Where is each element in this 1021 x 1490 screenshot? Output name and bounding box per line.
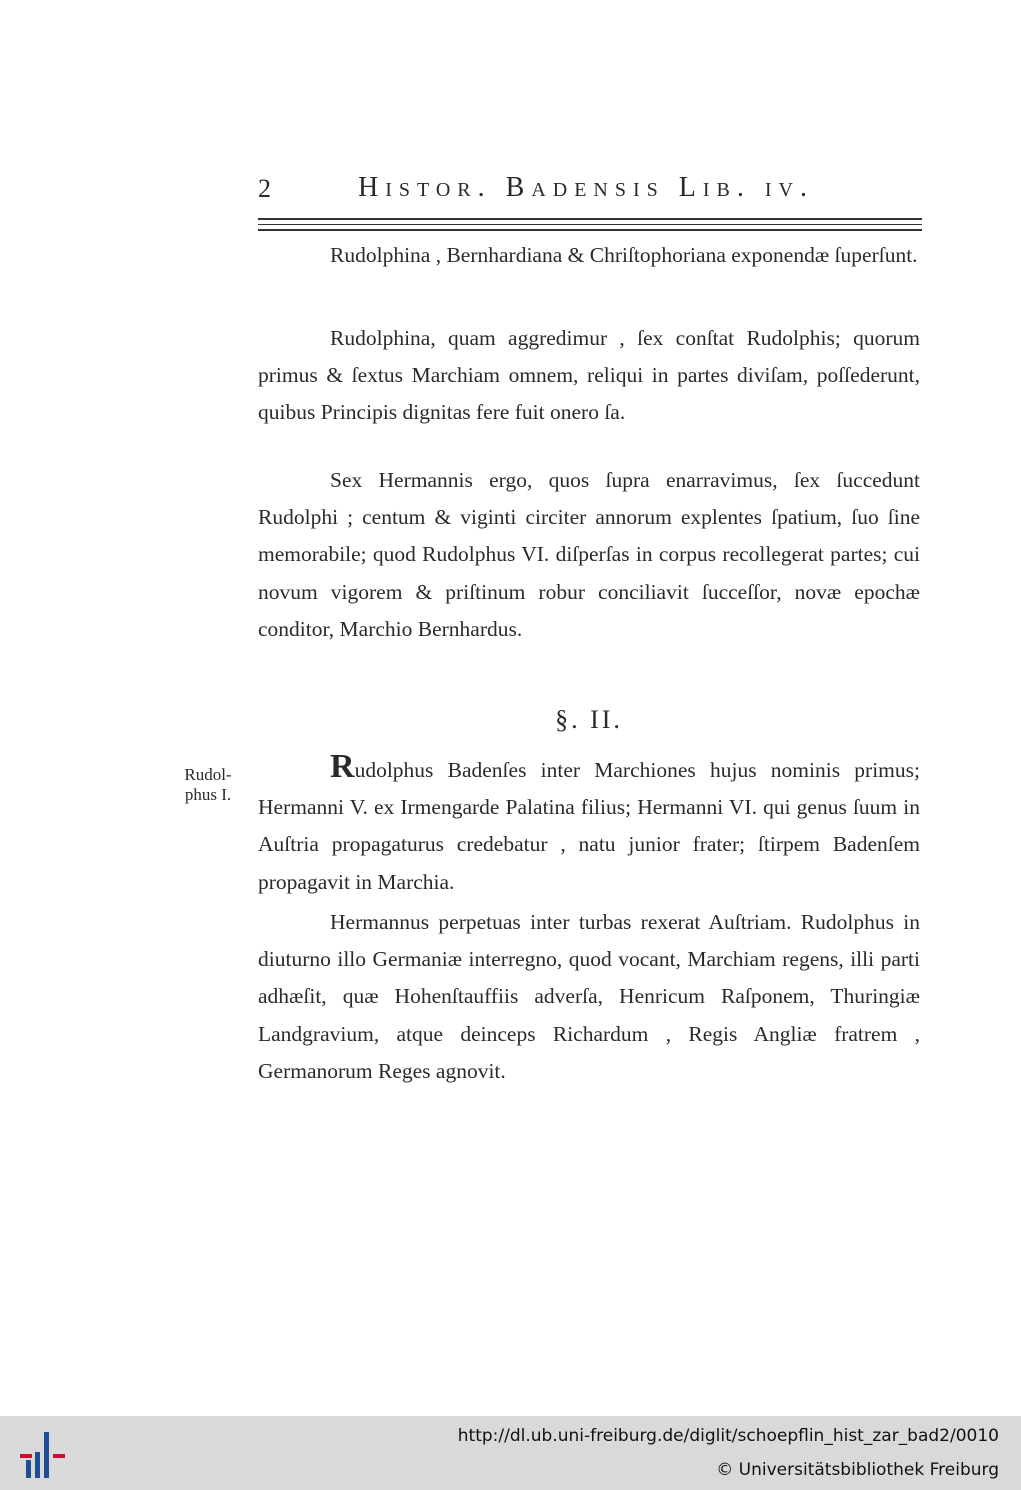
paragraph-5-text: Hermannus perpetuas inter turbas rexerat Auſtriam. Rudolphus in diuturno illo Germaniæ interregno, quod vocant, Marchiam regens, illi parti adhæſit, quæ Hohenſtauffiis adverſa, Henricum Raſponem, Thuringiæ Landgravium, atque deinceps Richardum , Regis Angliæ fratrem , Germanorum Reges agnovit. xyxy=(258,910,920,1083)
section-heading: §. II. xyxy=(555,705,623,734)
marginal-note-line-1: Rudol- xyxy=(184,765,232,784)
header-rule-middle xyxy=(258,224,922,225)
paragraph-3 xyxy=(258,462,920,648)
paragraph-4 xyxy=(258,748,920,901)
running-title: Histor. Badensis Lib. iv. xyxy=(358,172,814,203)
paragraph-4-rest: udolphus Badenſes inter Marchiones hujus nominis primus; Hermanni V. ex Irmengarde Palatina filius; Hermanni VI. qui genus ſuum in Auſtria propagaturus credebatur , natu junior frater; ſtirpem Badenſem propagavit in Marchia. xyxy=(258,758,920,894)
page-number: 2 xyxy=(258,174,271,203)
drop-cap: R xyxy=(330,748,355,785)
paragraph-3-text: Sex Hermannis ergo, quos ſupra enarravimus, ſex ſuccedunt Rudolphi ; centum & viginti circiter annorum explentes ſpatium, ſuo ſine memorabile; quod Rudolphus VI. diſperſas in corpus recollegerat partes; cui novum vigorem & priſtinum robur conciliavit ſucceſſor, novæ epochæ conditor, Marchio Bernhardus. xyxy=(258,468,920,641)
marginal-note-line-2: phus I. xyxy=(184,785,232,804)
paragraph-2 xyxy=(258,320,920,432)
footer-bar xyxy=(0,1416,1021,1490)
header-rule-bottom xyxy=(258,229,922,231)
paragraph-1-text: Rudolphina , Bernhardiana & Chriſtophoriana exponendæ ſuperſunt. xyxy=(330,243,918,267)
ub-freiburg-logo-icon xyxy=(20,1430,66,1480)
paragraph-1 xyxy=(258,237,920,274)
paragraph-2-text: Rudolphina, quam aggredimur , ſex conſtat Rudolphis; quorum primus & ſextus Marchiam omnem, reliqui in partes diviſam, poſſederunt, quibus Principis dignitas fere fuit onero ſa. xyxy=(258,326,920,425)
permalink-url[interactable]: http://dl.ub.uni-freiburg.de/diglit/schoepflin_hist_zar_bad2/0010 xyxy=(457,1426,999,1446)
copyright-notice: © Universitätsbibliothek Freiburg xyxy=(716,1460,999,1480)
header-rule-top xyxy=(258,218,922,220)
paragraph-4-text xyxy=(258,748,920,901)
paragraph-5 xyxy=(258,904,920,1090)
running-head xyxy=(258,170,920,210)
marginal-note xyxy=(176,765,240,805)
